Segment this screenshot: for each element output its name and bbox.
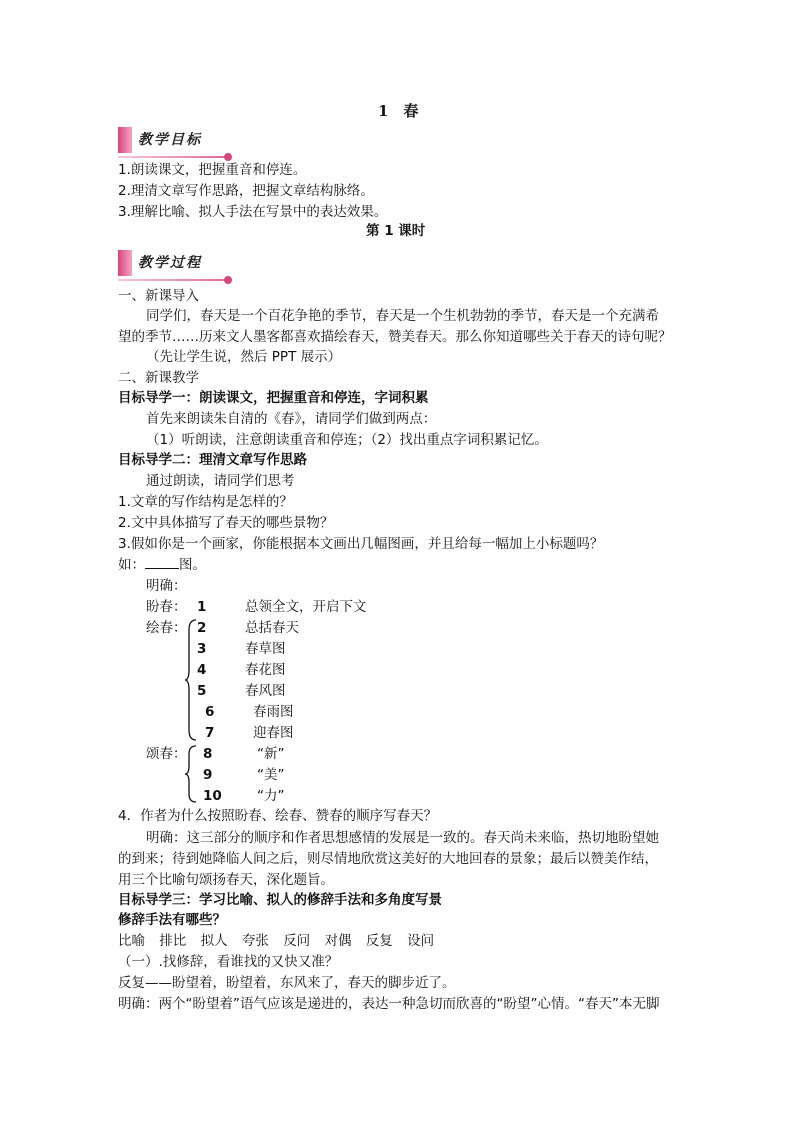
banner-underline — [118, 279, 226, 281]
paragraph-line: 同学们，春天是一个百花争艳的季节，春天是一个生机勃勃的季节，春天是一个充满希 — [146, 308, 659, 324]
brace-hui — [184, 618, 198, 742]
paragraph-summary: 春花图 — [245, 662, 286, 678]
paragraph-summary: “力” — [257, 788, 285, 804]
structure-label-pan: 盼春： — [146, 599, 187, 615]
rhetoric-term: 比喻 — [118, 933, 145, 949]
example-line — [118, 554, 206, 575]
paragraph-summary: 春草图 — [245, 641, 286, 657]
paragraph-number: 9 — [203, 767, 213, 783]
clarify-label: 明确： — [146, 578, 187, 594]
example-suffix: 图。 — [179, 557, 206, 573]
fill-blank — [145, 554, 179, 569]
banner-dot — [224, 276, 232, 284]
paragraph-number: 5 — [197, 683, 207, 699]
paragraph-summary: 春雨图 — [253, 704, 294, 720]
example-prefix: 如： — [118, 557, 145, 573]
paragraph-number: 2 — [197, 620, 207, 636]
paragraph-summary: 总领全文，开启下文 — [245, 599, 367, 615]
section-heading: 二、新课教学 — [118, 370, 199, 386]
paragraph-summary: 总括春天 — [245, 620, 299, 636]
rhetoric-term: 反问 — [283, 933, 311, 949]
answer-line: 明确：两个“盼望着”语气应该是递进的，表达一种急切而欣喜的“盼望”心情。“春天”本无脚 — [118, 996, 660, 1012]
paragraph-number: 6 — [205, 704, 215, 720]
section-heading: 一、新课导入 — [118, 288, 199, 304]
paragraph-number: 8 — [203, 746, 213, 762]
paragraph-line: （先让学生说，然后 PPT 展示） — [146, 349, 342, 365]
paragraph-number: 4 — [197, 662, 207, 678]
answer-line: 用三个比喻句颂扬春天，深化题旨。 — [118, 872, 334, 888]
answer-line: 的到来；待到她降临人间之后，则尽情地欣赏这美好的大地回春的景象；最后以赞美作结， — [118, 851, 658, 867]
question-line: 2.文中具体描写了春天的哪些景物？ — [118, 515, 334, 531]
paragraph-summary: “新” — [257, 746, 285, 762]
lesson-title: 第 1 课时 — [366, 223, 426, 239]
structure-label-hui: 绘春： — [146, 620, 187, 636]
question-line: 1.文章的写作结构是怎样的？ — [118, 494, 293, 510]
rhetoric-term: 夸张 — [241, 933, 269, 949]
brace-song — [184, 744, 198, 804]
question-line: 4．作者为什么按照盼春、绘春、赞春的顺序写春天？ — [118, 808, 438, 824]
goals-banner — [118, 127, 234, 163]
question-line: 3.假如你是一个画家，你能根据本文画出几幅图画，并且给每一幅加上小标题吗？ — [118, 536, 604, 552]
process-banner — [118, 250, 234, 286]
rhetoric-term: 设问 — [407, 933, 435, 949]
paragraph-summary: 迎春图 — [253, 725, 294, 741]
rhetoric-term: 排比 — [159, 933, 187, 949]
guide-heading: 目标导学三：学习比喻、拟人的修辞手法和多角度写景 — [118, 892, 442, 908]
banner-accent-bar — [118, 250, 132, 276]
paragraph-line: （1）听朗读，注意朗读重音和停连；（2）找出重点字词积累记忆。 — [146, 432, 548, 448]
banner-underline — [118, 156, 226, 158]
paragraph-line: 通过朗读，请同学们思考 — [146, 473, 295, 489]
structure-label-song: 颂春： — [146, 746, 187, 762]
rhetoric-term: 对偶 — [324, 933, 352, 949]
rhetoric-term: 反复 — [365, 933, 393, 949]
rhetoric-term: 拟人 — [200, 933, 228, 949]
goal-item: 2.理清文章写作思路，把握文章结构脉络。 — [118, 183, 374, 199]
paragraph-number: 1 — [197, 599, 207, 615]
paragraph-number: 10 — [203, 788, 222, 804]
rhetoric-question: 修辞手法有哪些？ — [118, 912, 226, 928]
task-line: （一）.找修辞，看谁找的又快又准？ — [118, 954, 339, 970]
paragraph-summary: “美” — [257, 767, 285, 783]
page-title: 1 春 — [378, 102, 419, 120]
guide-heading: 目标导学一：朗读课文，把握重音和停连，字词积累 — [118, 390, 429, 406]
rhetoric-list — [118, 931, 434, 951]
goal-item: 3.理解比喻、拟人手法在写景中的表达效果。 — [118, 204, 388, 220]
answer-line: 明确：这三部分的顺序和作者思想感情的发展是一致的。春天尚未来临，热切地盼望她 — [146, 830, 659, 846]
paragraph-line: 望的季节……历来文人墨客都喜欢描绘春天，赞美春天。那么你知道哪些关于春天的诗句呢？ — [118, 329, 672, 345]
banner-accent-bar — [118, 127, 132, 153]
process-banner-label: 教学过程 — [138, 255, 202, 271]
paragraph-number: 7 — [205, 725, 215, 741]
paragraph-summary: 春风图 — [245, 683, 286, 699]
paragraph-number: 3 — [197, 641, 207, 657]
goal-item: 1.朗读课文，把握重音和停连。 — [118, 162, 307, 178]
example-line: 反复——盼望着，盼望着，东风来了，春天的脚步近了。 — [118, 975, 456, 991]
goals-banner-label: 教学目标 — [138, 132, 202, 148]
guide-heading: 目标导学二：理清文章写作思路 — [118, 452, 307, 468]
paragraph-line: 首先来朗读朱自清的《春》，请同学们做到两点： — [146, 411, 437, 427]
